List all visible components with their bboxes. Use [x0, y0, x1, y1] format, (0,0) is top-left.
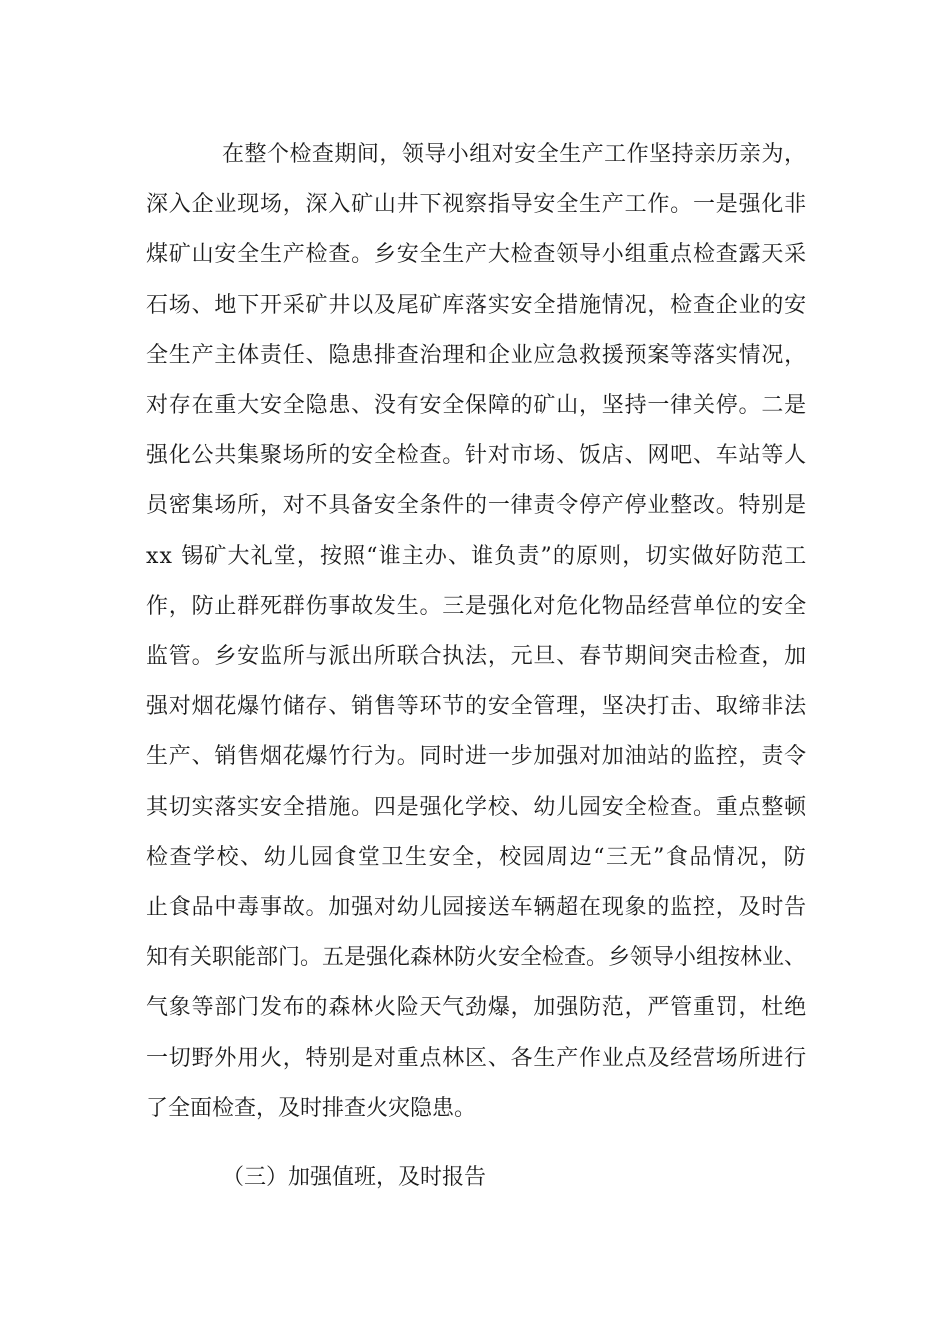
paragraph-line: 石场、地下开采矿井以及尾矿库落实安全措施情况，检查企业的安 — [146, 293, 807, 318]
paragraph-line: 在整个检查期间，领导小组对安全生产工作坚持亲历亲为， — [222, 142, 807, 167]
paragraph-line: 知有关职能部门。五是强化森林防火安全检查。乡领导小组按林业、 — [146, 945, 807, 970]
paragraph-line: 检查学校、幼儿园食堂卫生安全，校园周边“三无”食品情况，防 — [146, 845, 808, 870]
paragraph-line: 煤矿山安全生产检查。乡安全生产大检查领导小组重点检查露天采 — [146, 242, 807, 267]
paragraph-line: xx 锡矿大礼堂，按照“谁主办、谁负责”的原则，切实做好防范工 — [146, 544, 808, 569]
paragraph-line: 强对烟花爆竹储存、销售等环节的安全管理，坚决打击、取缔非法 — [146, 694, 807, 719]
section-heading: （三）加强值班，及时报告 — [222, 1165, 487, 1190]
paragraph-line: 了全面检查，及时排查火灾隐患。 — [146, 1096, 477, 1121]
paragraph-line: 全生产主体责任、隐患排查治理和企业应急救援预案等落实情况， — [146, 343, 807, 368]
paragraph-line: 止食品中毒事故。加强对幼儿园接送车辆超在现象的监控，及时告 — [146, 895, 807, 920]
paragraph-line: 员密集场所，对不具备安全条件的一律责令停产停业整改。特别是 — [146, 493, 807, 518]
paragraph-line: 生产、销售烟花爆竹行为。同时进一步加强对加油站的监控，责令 — [146, 744, 807, 769]
paragraph-line: 一切野外用火，特别是对重点林区、各生产作业点及经营场所进行 — [146, 1046, 807, 1071]
paragraph-line: 对存在重大安全隐患、没有安全保障的矿山，坚持一律关停。二是 — [146, 393, 807, 418]
paragraph-line: 深入企业现场，深入矿山井下视察指导安全生产工作。一是强化非 — [146, 192, 807, 217]
paragraph-line: 监管。乡安监所与派出所联合执法，元旦、春节期间突击检查，加 — [146, 644, 807, 669]
paragraph-line: 气象等部门发布的森林火险天气劲爆，加强防范，严管重罚，杜绝 — [146, 995, 807, 1020]
paragraph-line: 强化公共集聚场所的安全检查。针对市场、饭店、网吧、车站等人 — [146, 443, 807, 468]
paragraph-line: 其切实落实安全措施。四是强化学校、幼儿园安全检查。重点整顿 — [146, 795, 807, 820]
paragraph-line: 作，防止群死群伤事故发生。三是强化对危化物品经营单位的安全 — [146, 594, 807, 619]
